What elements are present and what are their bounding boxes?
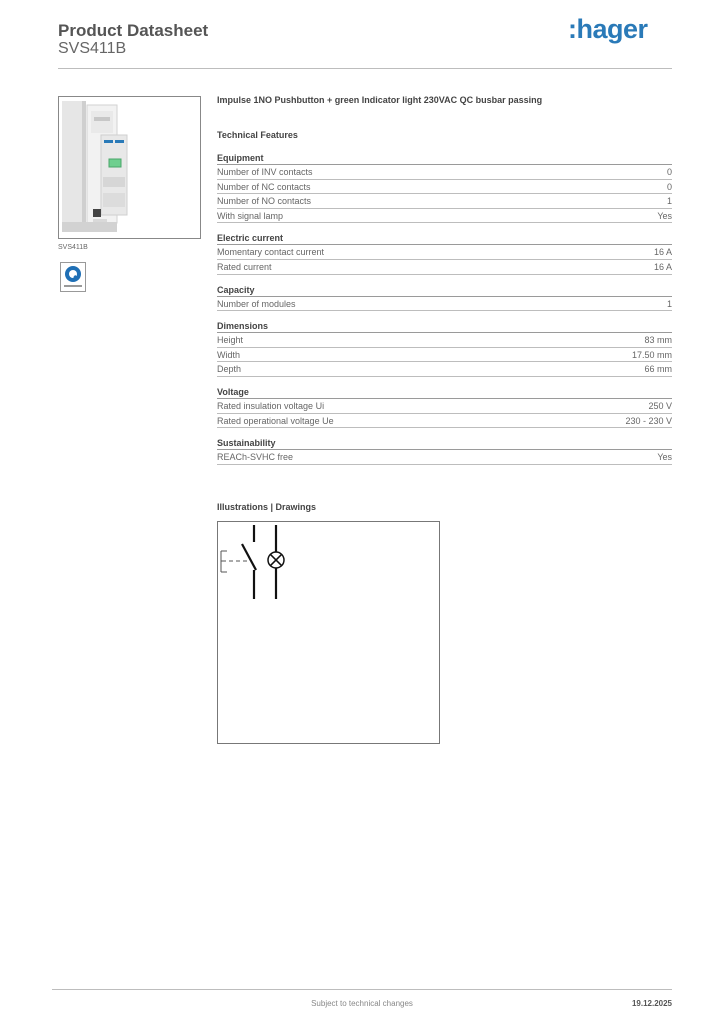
spec-value: Yes xyxy=(657,452,672,463)
hager-logo: :hager xyxy=(568,14,648,44)
spec-label: Number of NO contacts xyxy=(217,196,312,207)
product-image xyxy=(58,96,201,239)
section-title: Sustainability xyxy=(217,437,672,450)
spec-label: Rated current xyxy=(217,261,272,272)
spec-label: Momentary contact current xyxy=(217,247,325,258)
page-title: Product Datasheet xyxy=(58,21,209,40)
spec-label: Rated insulation voltage Ui xyxy=(217,400,325,411)
spec-label: Number of modules xyxy=(217,298,296,309)
spec-value: 16 A xyxy=(653,247,672,258)
section-title: Capacity xyxy=(217,284,672,297)
section-equipment xyxy=(217,152,672,223)
spec-row xyxy=(217,165,672,180)
spec-row xyxy=(217,414,672,429)
quality-certification-icon xyxy=(61,263,85,291)
spec-row xyxy=(217,209,672,224)
footer-note: Subject to technical changes xyxy=(311,999,413,1008)
technical-content xyxy=(217,95,672,465)
spec-label: Number of NC contacts xyxy=(217,181,311,192)
spec-value: 66 mm xyxy=(644,364,672,375)
spec-value: 250 V xyxy=(648,400,672,411)
section-dimensions xyxy=(217,320,672,377)
spec-value: Yes xyxy=(657,210,672,221)
spec-value: 83 mm xyxy=(644,335,672,346)
section-electric-current xyxy=(217,232,672,274)
spec-value: 16 A xyxy=(653,261,672,272)
spec-row xyxy=(217,348,672,363)
footer-date: 19.12.2025 xyxy=(631,999,672,1008)
spec-value: 0 xyxy=(666,181,672,192)
section-title: Voltage xyxy=(217,386,672,399)
spec-row xyxy=(217,362,672,377)
spec-row xyxy=(217,297,672,312)
spec-value: 17.50 mm xyxy=(631,349,672,360)
spec-row xyxy=(217,260,672,275)
pushbutton-with-lamp-schematic-icon xyxy=(218,522,439,743)
section-voltage xyxy=(217,386,672,428)
section-title: Equipment xyxy=(217,152,672,165)
spec-row xyxy=(217,450,672,465)
technical-features-heading: Technical Features xyxy=(217,130,298,140)
quality-certification-logo xyxy=(60,262,86,292)
spec-label: Rated operational voltage Ue xyxy=(217,415,334,426)
header-divider xyxy=(58,68,672,69)
section-capacity xyxy=(217,284,672,312)
spec-row xyxy=(217,180,672,195)
spec-label: With signal lamp xyxy=(217,210,284,221)
section-title: Electric current xyxy=(217,232,672,245)
spec-label: Width xyxy=(217,349,241,360)
spec-value: 0 xyxy=(666,167,672,177)
spec-label: REACh-SVHC free xyxy=(217,452,294,463)
spec-label: Number of INV contacts xyxy=(217,167,313,177)
wiring-drawing xyxy=(217,521,440,744)
section-title: Dimensions xyxy=(217,320,672,333)
spec-row xyxy=(217,333,672,348)
section-sustainability xyxy=(217,437,672,465)
spec-row xyxy=(217,194,672,209)
spec-row xyxy=(217,245,672,260)
spec-label: Depth xyxy=(217,364,242,375)
spec-label: Height xyxy=(217,335,244,346)
spec-row xyxy=(217,399,672,414)
product-image-caption: SVS411B xyxy=(58,244,88,251)
illustrations-heading: Illustrations | Drawings xyxy=(217,502,317,512)
spec-value: 1 xyxy=(666,196,672,207)
spec-value: 230 - 230 V xyxy=(625,415,672,426)
product-reference: SVS411B xyxy=(58,40,127,57)
footer-divider xyxy=(52,989,672,990)
product-description: Impulse 1NO Pushbutton + green Indicator light 230VAC QC busbar passing xyxy=(217,95,543,105)
product-photo-icon xyxy=(59,97,200,238)
spec-value: 1 xyxy=(666,298,672,309)
